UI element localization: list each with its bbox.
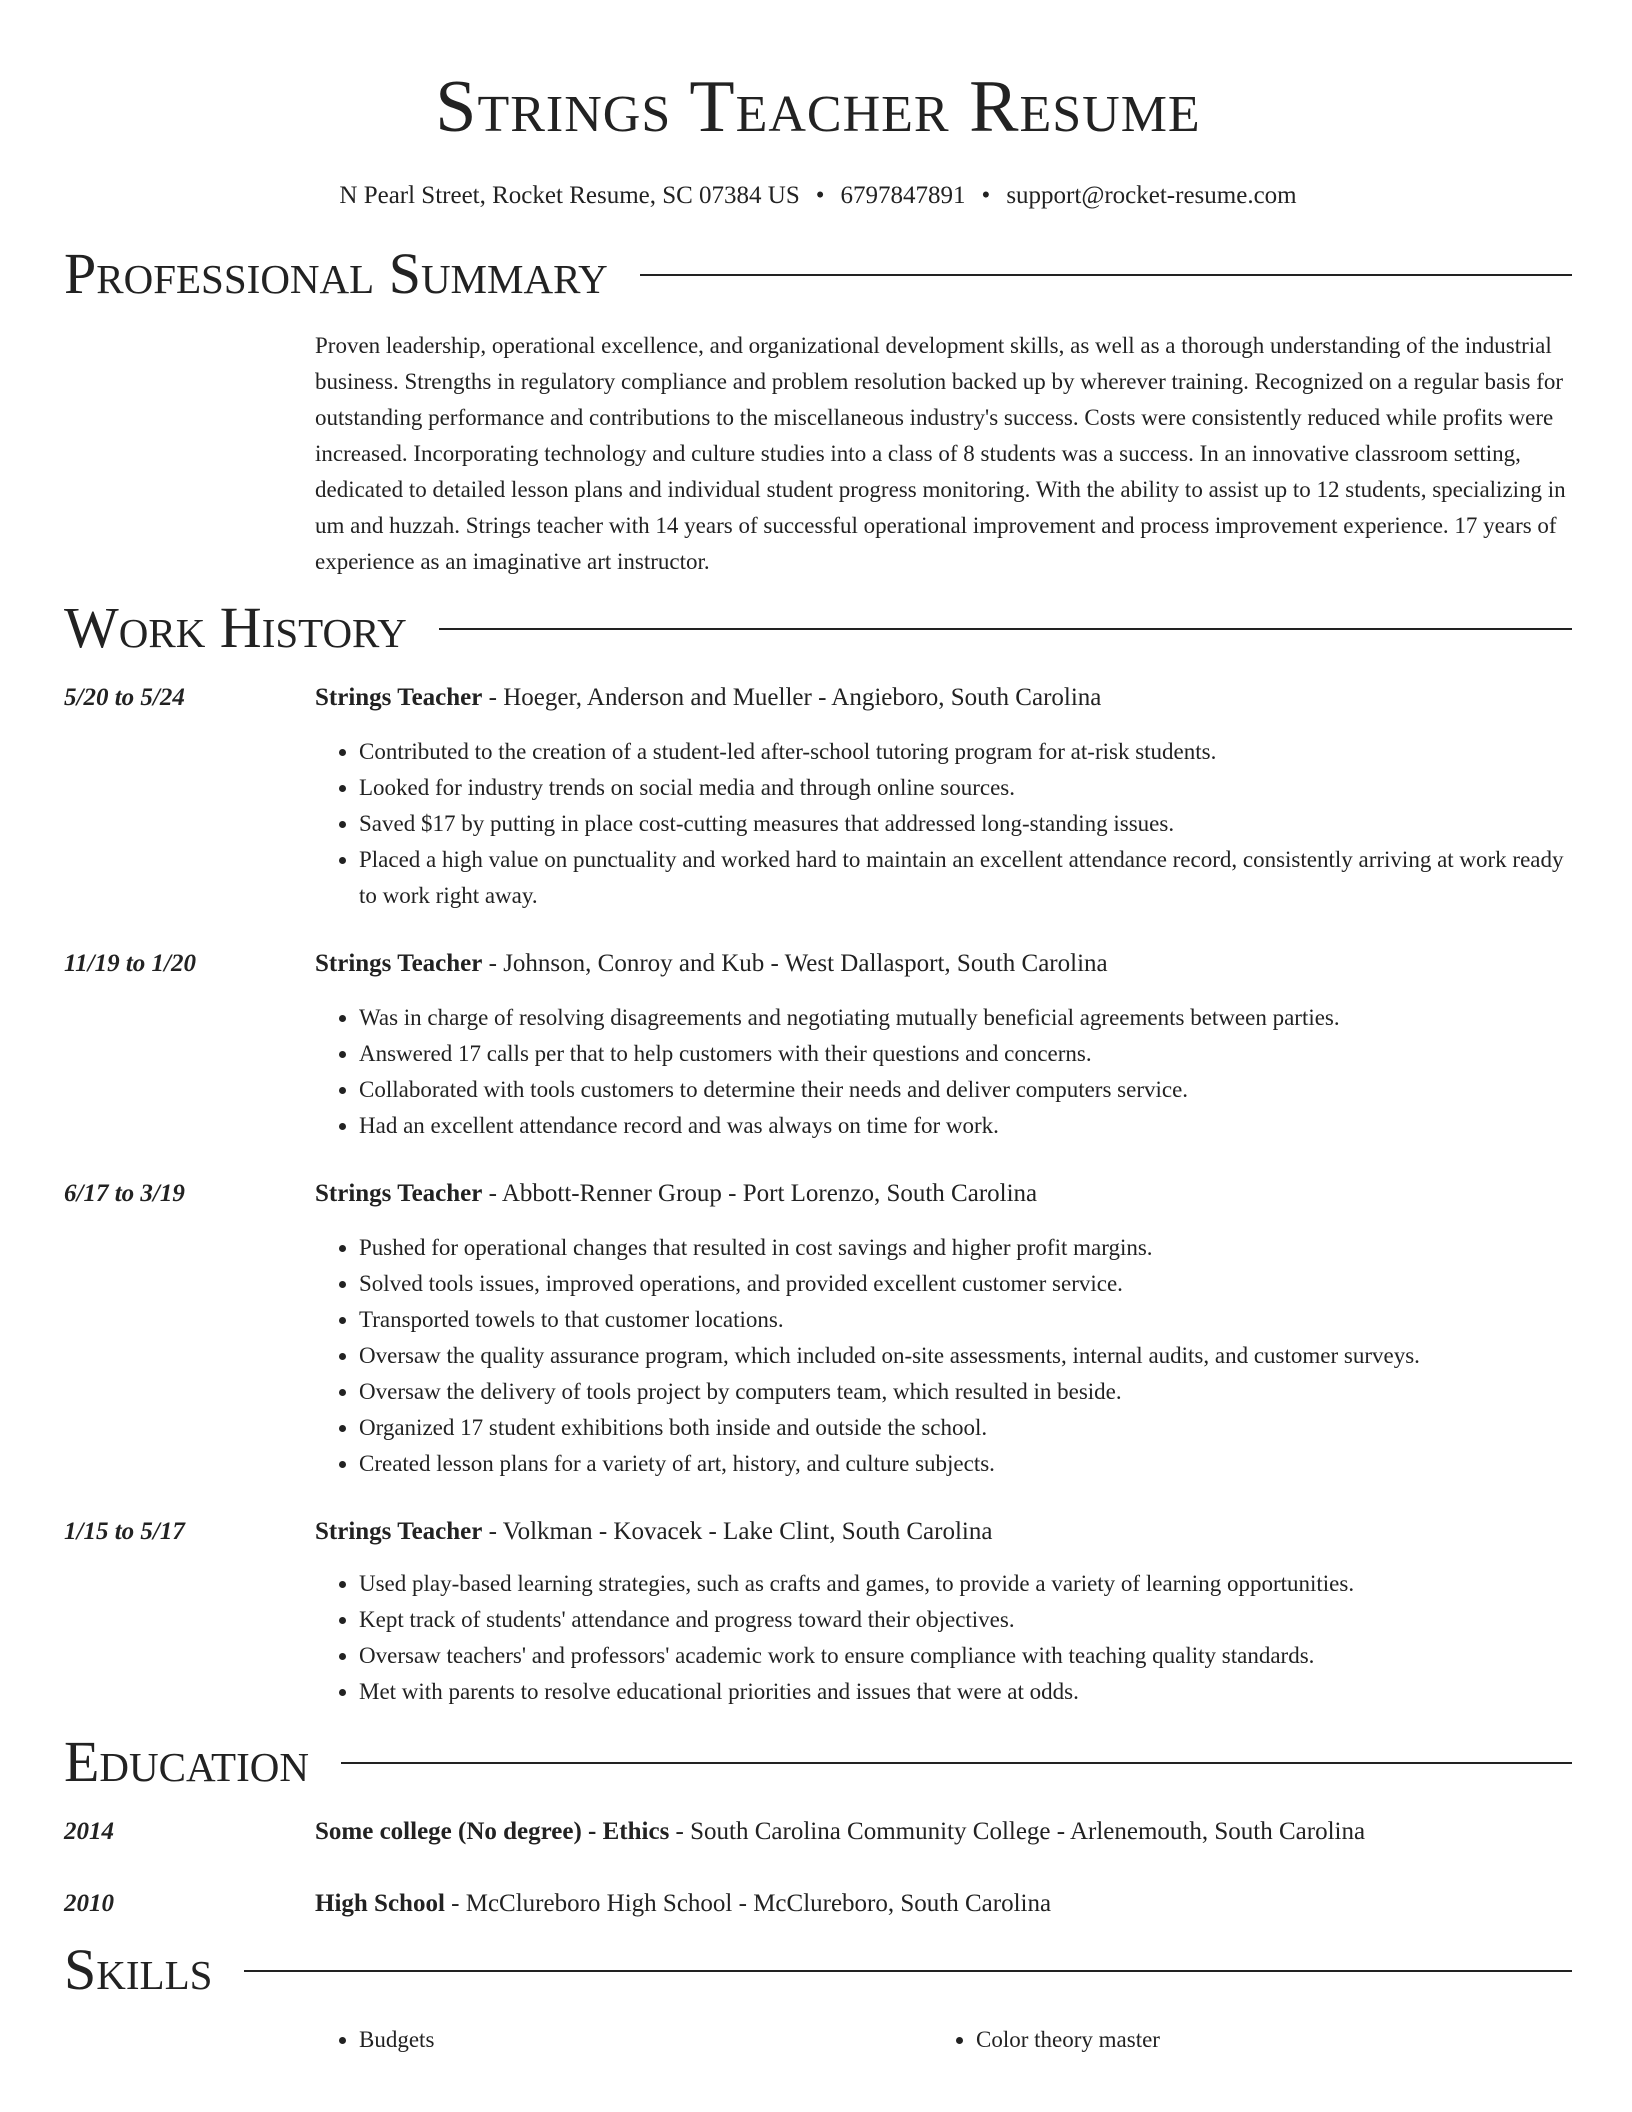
job-bullet: • Saved $17 by putting in place cost-cutting measures that addressed long-standing issues.: [359, 806, 1572, 842]
job-bullet: • Kept track of students' attendance and progress toward their objectives.: [359, 1602, 1572, 1638]
contact-address: N Pearl Street, Rocket Resume, SC 07384 US: [339, 182, 800, 209]
section-divider: [439, 628, 1572, 630]
job-dates: 11/19 to 1/20: [64, 950, 196, 977]
skills-row: [64, 2022, 1572, 2058]
job-details: - Johnson, Conroy and Kub - West Dallasport, South Carolina: [482, 950, 1108, 977]
job-bullet: • Placed a high value on punctuality and worked hard to maintain an excellent attendance record, consistently arriving at work ready to work right away.: [359, 842, 1572, 914]
job-details: - Hoeger, Anderson and Mueller - Angieboro, South Carolina: [482, 684, 1102, 711]
job-entry: [64, 1176, 1572, 1482]
job-bullets: [315, 734, 1572, 914]
contact-separator: •: [815, 182, 825, 209]
skills-column-right: [932, 2022, 1549, 2058]
job-title: Strings Teacher: [315, 1180, 483, 1207]
resume-title: Strings Teacher Resume: [435, 66, 1201, 148]
job-entry: [64, 1514, 1572, 1710]
job-entry: [64, 680, 1572, 914]
education-year: 2014: [64, 1818, 114, 1845]
education-degree: Some college (No degree) - Ethics: [315, 1818, 670, 1845]
skill-item: • Color theory master: [976, 2022, 1549, 2058]
job-bullet: • Used play-based learning strategies, such as crafts and games, to provide a variety of learning opportunities.: [359, 1566, 1572, 1602]
skills-section-title: Skills: [64, 1937, 213, 2002]
job-bullet: • Looked for industry trends on social media and through online sources.: [359, 770, 1572, 806]
education-year: 2010: [64, 1890, 114, 1917]
education-details: - South Carolina Community College - Arlenemouth, South Carolina: [669, 1818, 1366, 1845]
summary-section-header: [64, 242, 1572, 306]
job-bullet: • Collaborated with tools customers to determine their needs and deliver computers service.: [359, 1072, 1572, 1108]
education-entry: [64, 1886, 1572, 1922]
job-bullet: • Transported towels to that customer locations.: [359, 1302, 1572, 1338]
job-bullet: • Contributed to the creation of a student-led after-school tutoring program for at-risk students.: [359, 734, 1572, 770]
section-divider: [640, 274, 1572, 276]
job-bullet: • Solved tools issues, improved operations, and provided excellent customer service.: [359, 1266, 1572, 1302]
job-bullets: [315, 1000, 1572, 1144]
skills-list: [315, 2022, 1572, 2058]
job-dates: 5/20 to 5/24: [64, 684, 185, 711]
job-bullet: • Organized 17 student exhibitions both inside and outside the school.: [359, 1410, 1572, 1446]
job-title: Strings Teacher: [315, 684, 483, 711]
education-details: - McClureboro High School - McClureboro, South Carolina: [444, 1890, 1052, 1917]
job-bullet: • Had an excellent attendance record and was always on time for work.: [359, 1108, 1572, 1144]
job-bullet: • Oversaw teachers' and professors' academic work to ensure compliance with teaching quality standards.: [359, 1638, 1572, 1674]
job-bullets: [315, 1566, 1572, 1710]
contact-line: [64, 180, 1572, 212]
job-header: [64, 1514, 1572, 1550]
job-bullet: • Oversaw the delivery of tools project by computers team, which resulted in beside.: [359, 1374, 1572, 1410]
job-details: - Volkman - Kovacek - Lake Clint, South Carolina: [482, 1518, 993, 1545]
job-bullet: • Answered 17 calls per that to help customers with their questions and concerns.: [359, 1036, 1572, 1072]
job-bullet: • Created lesson plans for a variety of art, history, and culture subjects.: [359, 1446, 1572, 1482]
summary-text: Proven leadership, operational excellence, and organizational development skills, as well as a thorough understanding of the industrial business. Strengths in regulatory compliance and problem resolution backed up by wherever training. Recognized on a regular basis for outstanding performance and contributions to the miscellaneous industry's success. Costs were consistently reduced while profits were increased. Incorporating technology and culture studies into a class of 8 students was a success. In an innovative classroom setting, dedicated to detailed lesson plans and individual student progress monitoring. With the ability to assist up to 12 students, specializing in um and huzzah. Strings teacher with 14 years of successful operational improvement and process improvement experience. 17 years of experience as an imaginative art instructor.: [315, 333, 1566, 574]
job-dates: 6/17 to 3/19: [64, 1180, 185, 1207]
skill-item: • Budgets: [359, 2022, 932, 2058]
education-section-header: [64, 1730, 1572, 1794]
job-details: - Abbott-Renner Group - Port Lorenzo, South Carolina: [482, 1180, 1038, 1207]
skills-section-header: [64, 1938, 1572, 2002]
education-entry: [64, 1814, 1572, 1850]
job-bullet: • Was in charge of resolving disagreements and negotiating mutually beneficial agreements between parties.: [359, 1000, 1572, 1036]
job-title: Strings Teacher: [315, 950, 483, 977]
contact-phone: 6797847891: [840, 182, 966, 209]
education-section-title: Education: [64, 1729, 309, 1794]
job-bullet: • Oversaw the quality assurance program, which included on-site assessments, internal audits, and customer surveys.: [359, 1338, 1572, 1374]
resume-page: [64, 0, 1572, 2058]
section-divider: [341, 1762, 1572, 1764]
summary-row: [64, 328, 1572, 580]
job-bullet: • Pushed for operational changes that resulted in cost savings and higher profit margins.: [359, 1230, 1572, 1266]
skills-column-left: [315, 2022, 932, 2058]
summary-section-title: Professional Summary: [64, 241, 608, 306]
job-bullets: [315, 1230, 1572, 1482]
job-title: Strings Teacher: [315, 1518, 483, 1545]
contact-email: support@rocket-resume.com: [1006, 182, 1297, 209]
job-bullet: • Met with parents to resolve educational priorities and issues that were at odds.: [359, 1674, 1572, 1710]
job-entry: [64, 946, 1572, 1144]
job-header: [64, 1176, 1572, 1212]
work-section-header: [64, 596, 1572, 660]
job-header: [64, 946, 1572, 982]
work-section-title: Work History: [64, 595, 407, 660]
section-divider: [244, 1970, 1572, 1972]
job-header: [64, 680, 1572, 716]
contact-separator: •: [981, 182, 991, 209]
education-degree: High School: [315, 1890, 445, 1917]
job-dates: 1/15 to 5/17: [64, 1518, 185, 1545]
